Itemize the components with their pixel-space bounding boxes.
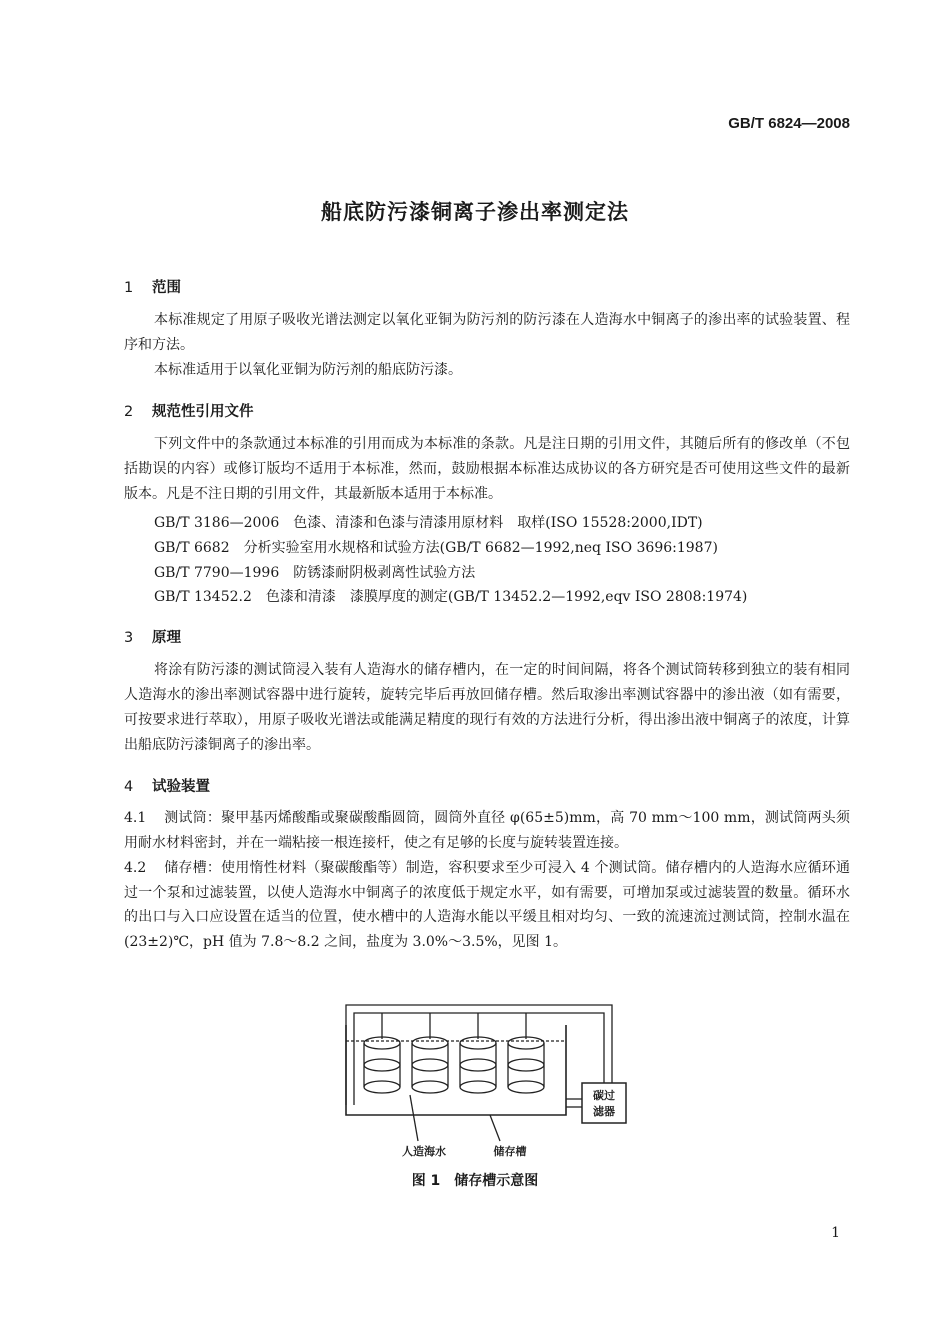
section-3-number: 3: [124, 630, 134, 646]
section-3-paragraph-1: 将涂有防污漆的测试筒浸入装有人造海水的储存槽内，在一定的时间间隔，将各个测试筒转移到独立的装有相同人造海水的渗出率测试容器中进行旋转，旋转完毕后再放回储存槽。然后取渗出率测试容器中的渗出液（如有需要，可按要求进行萃取），用原子吸收光谱法或能满足精度的现行有效的方法进行分析，得出渗出液中铜离子的浓度，计算出船底防污漆铜离子的渗出率。: [124, 662, 850, 753]
clause-4-2: [124, 856, 850, 954]
filter-label-line-2: 滤器: [593, 1105, 615, 1118]
clause-4-1: [124, 806, 850, 855]
reference-item: GB/T 7790—1996 防锈漆耐阴极剥离性试验方法: [154, 565, 476, 581]
test-cylinder: [460, 1037, 496, 1093]
section-4-heading: [124, 775, 210, 796]
section-1-title: 范围: [152, 280, 181, 296]
section-1-paragraph-1: 本标准规定了用原子吸收光谱法测定以氧化亚铜为防污剂的防污漆在人造海水中铜离子的渗出率的试验装置、程序和方法。: [124, 312, 850, 353]
figure-caption: 图 1 储存槽示意图: [411, 1173, 539, 1189]
circulation-pipe: [346, 1005, 612, 1105]
standard-code: GB/T 6824—2008: [728, 115, 850, 132]
reference-item: GB/T 6682 分析实验室用水规格和试验方法(GB/T 6682—1992,neq ISO 3696:1987): [154, 540, 718, 556]
section-3-title: 原理: [152, 630, 181, 646]
section-2-paragraph-1: 下列文件中的条款通过本标准的引用而成为本标准的条款。凡是注日期的引用文件，其随后所有的修改单（不包括勘误的内容）或修订版均不适用于本标准，然而，鼓励根据本标准达成协议的各方研究是否可使用这些文件的最新版本。凡是不注日期的引用文件，其最新版本适用于本标准。: [124, 436, 850, 502]
tank-label: 储存槽: [493, 1145, 527, 1158]
section-1-heading: [124, 276, 181, 297]
seawater-leader: [410, 1095, 418, 1141]
section-3-heading: [124, 626, 181, 647]
test-cylinder: [412, 1037, 448, 1093]
clause-4-1-text: 测试筒：聚甲基丙烯酸酯或聚碳酸酯圆筒，圆筒外直径 φ(65±5)mm，高 70 mm～100 mm，测试筒两头须用耐水材料密封，并在一端粘接一根连接杆，使之有足够的长度与旋转装置连接。: [124, 810, 850, 851]
clause-4-2-text: 储存槽：使用惰性材料（聚碳酸酯等）制造，容积要求至少可浸入 4 个测试筒。储存槽内的人造海水应循环通过一个泵和过滤装置，以使人造海水中铜离子的浓度低于规定水平，如有需要，可增加泵或过滤装置的数量。循环水的出口与入口应设置在适当的位置，使水槽中的人造海水能以平缓且相对均匀、一致的流速流过测试筒，控制水温在(23±2)℃，pH 值为 7.8～8.2 之间，盐度为 3.0%～3.5%，见图 1。: [124, 860, 850, 950]
section-2-title: 规范性引用文件: [152, 404, 254, 420]
section-2-number: 2: [124, 404, 134, 420]
section-1-number: 1: [124, 280, 134, 296]
reference-item: GB/T 13452.2 色漆和清漆 漆膜厚度的测定(GB/T 13452.2—1992,eqv ISO 2808:1974): [154, 589, 748, 605]
reference-item: GB/T 3186—2006 色漆、清漆和色漆与清漆用原材料 取样(ISO 15528:2000,IDT): [154, 515, 703, 531]
section-1-paragraph-2: 本标准适用于以氧化亚铜为防污剂的船底防污漆。: [154, 362, 462, 378]
storage-tank-diagram: [340, 995, 630, 1165]
clause-4-2-number: 4.2: [124, 860, 147, 876]
document-title: 船底防污漆铜离子渗出率测定法: [321, 200, 629, 224]
tank-leader: [490, 1115, 500, 1141]
section-2-heading: [124, 400, 254, 421]
section-4-title: 试验装置: [152, 779, 210, 795]
page-number: 1: [831, 1225, 840, 1241]
filter-label-line-1: 碳过: [593, 1089, 615, 1102]
clause-4-1-number: 4.1: [124, 810, 147, 826]
seawater-label: 人造海水: [402, 1145, 446, 1158]
test-cylinder: [364, 1037, 400, 1093]
section-4-number: 4: [124, 779, 134, 795]
test-cylinder: [508, 1037, 544, 1093]
